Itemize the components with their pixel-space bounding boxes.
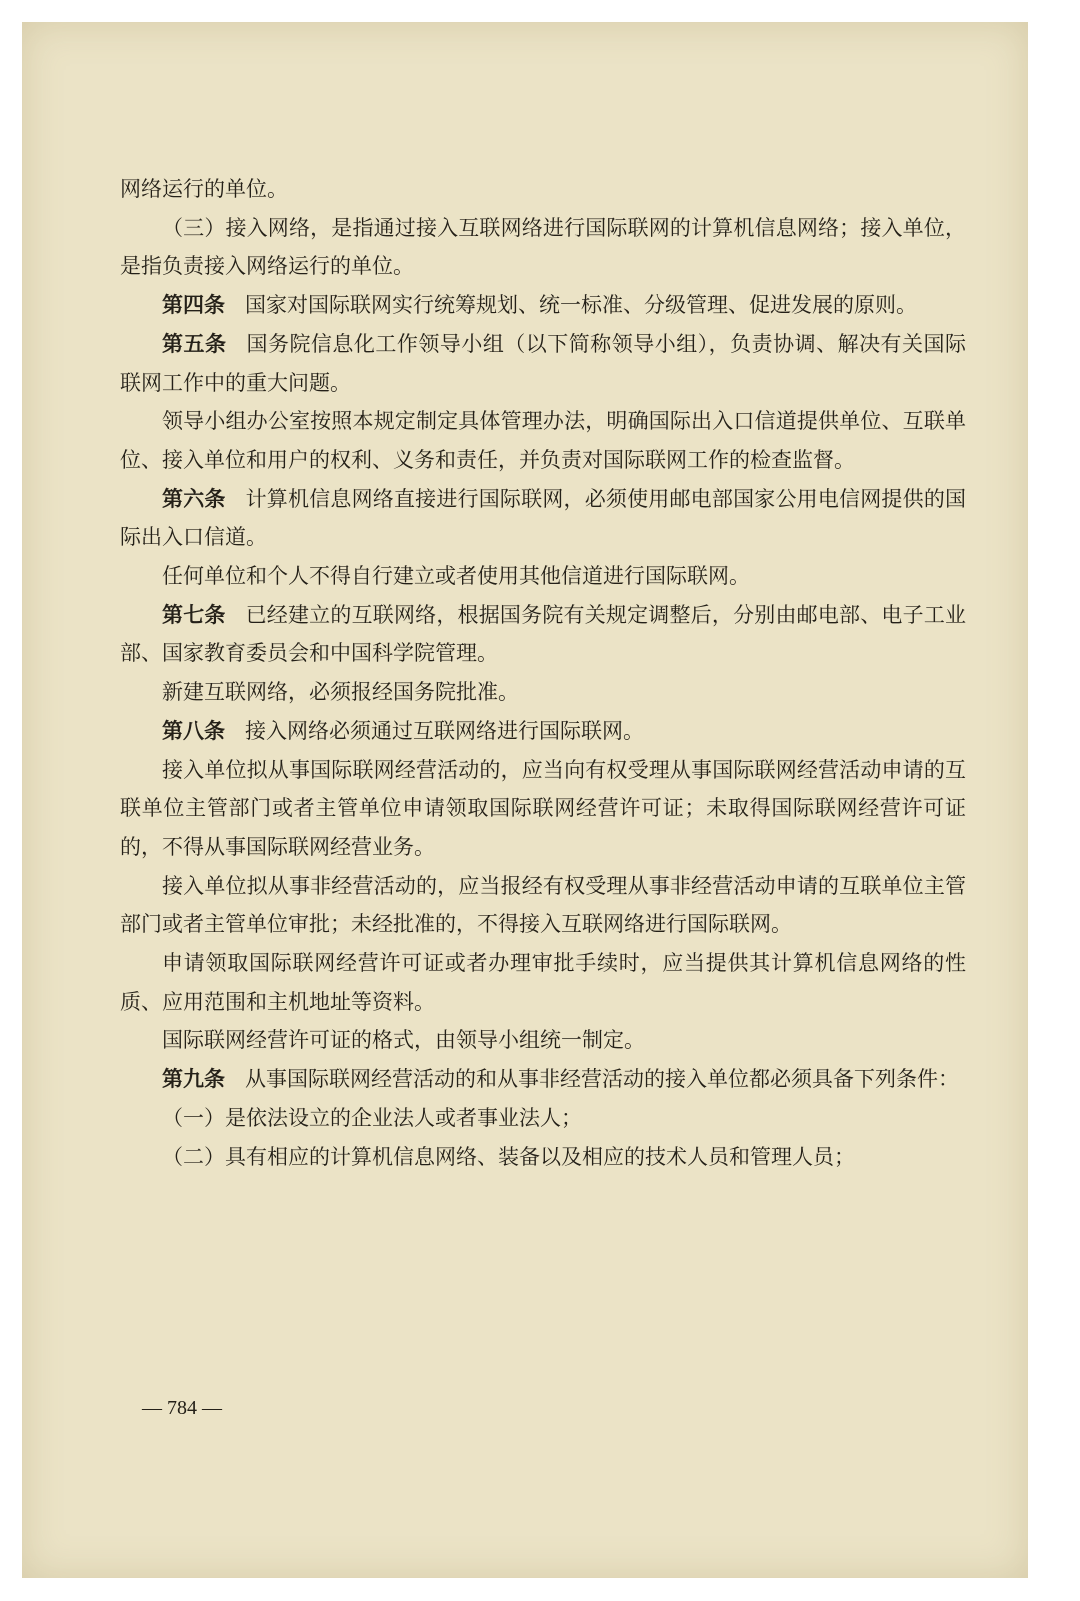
- paragraph: [120, 402, 966, 479]
- paragraph-text: 申请领取国际联网经营许可证或者办理审批手续时，应当提供其计算机信息网络的性质、应用范围和主机地址等资料。: [120, 951, 966, 1014]
- page-number: — 784 —: [142, 1397, 222, 1419]
- paragraph-text: 国际联网经营许可证的格式，由领导小组统一制定。: [162, 1028, 645, 1053]
- article-number: 第八条: [162, 718, 225, 743]
- paragraph-text: 接入单位拟从事非经营活动的，应当报经有权受理从事非经营活动申请的互联单位主管部门或者主管单位审批；未经批准的，不得接入互联网络进行国际联网。: [120, 873, 966, 937]
- paragraph-text: 领导小组办公室按照本规定制定具体管理办法，明确国际出入口信道提供单位、互联单位、接入单位和用户的权利、义务和责任，并负责对国际联网工作的检查监督。: [120, 409, 966, 472]
- article-number: 第九条: [162, 1067, 225, 1092]
- paragraph: [120, 170, 966, 209]
- paragraph: [120, 944, 966, 1021]
- paragraph: [120, 557, 966, 596]
- paragraph-text: （一）是依法设立的企业法人或者事业法人；: [162, 1105, 582, 1130]
- paragraph: [120, 1021, 966, 1060]
- paragraph-text: 计算机信息网络直接进行国际联网，必须使用邮电部国家公用电信网提供的国际出入口信道。: [120, 486, 967, 550]
- paragraph-text: 国务院信息化工作领导小组（以下简称领导小组），负责协调、解决有关国际联网工作中的重大问题。: [120, 331, 967, 395]
- article-number: 第五条: [162, 331, 227, 356]
- paragraph: [120, 286, 966, 325]
- paragraph: [120, 712, 966, 751]
- paragraph: [120, 1060, 966, 1099]
- paragraph: [120, 596, 966, 673]
- paragraph: [120, 1099, 966, 1138]
- paragraph-text: 新建互联网络，必须报经国务院批准。: [162, 680, 519, 705]
- paragraph-text: 国家对国际联网实行统筹规划、统一标准、分级管理、促进发展的原则。: [245, 293, 917, 318]
- paragraph: [120, 209, 966, 286]
- article-number: 第四条: [162, 293, 225, 318]
- paragraph: [120, 751, 966, 867]
- paragraph-text: 接入网络必须通过互联网络进行国际联网。: [245, 718, 644, 743]
- paragraph-text: 已经建立的互联网络，根据国务院有关规定调整后，分别由邮电部、电子工业部、国家教育委员会和中国科学院管理。: [120, 602, 967, 666]
- paragraph: [120, 1138, 966, 1177]
- paragraph-text: 从事国际联网经营活动的和从事非经营活动的接入单位都必须具备下列条件：: [245, 1067, 959, 1092]
- paragraph-text: 网络运行的单位。: [120, 177, 288, 201]
- paragraph-text: （三）接入网络，是指通过接入互联网络进行国际联网的计算机信息网络；接入单位，是指负责接入网络运行的单位。: [120, 215, 966, 279]
- book-page: [22, 22, 1028, 1578]
- paragraph-text: （二）具有相应的计算机信息网络、装备以及相应的技术人员和管理人员；: [162, 1144, 855, 1169]
- article-number: 第七条: [162, 602, 226, 627]
- paragraph: [120, 480, 966, 557]
- paragraph: [120, 673, 966, 712]
- paragraph: [120, 867, 966, 944]
- body-text: [120, 170, 966, 1176]
- paragraph: [120, 325, 966, 402]
- paragraph-text: 接入单位拟从事国际联网经营活动的，应当向有权受理从事国际联网经营活动申请的互联单位主管部门或者主管单位申请领取国际联网经营许可证；未取得国际联网经营许可证的，不得从事国际联网经营业务。: [120, 757, 966, 859]
- article-number: 第六条: [162, 486, 226, 511]
- paragraph-text: 任何单位和个人不得自行建立或者使用其他信道进行国际联网。: [162, 564, 750, 589]
